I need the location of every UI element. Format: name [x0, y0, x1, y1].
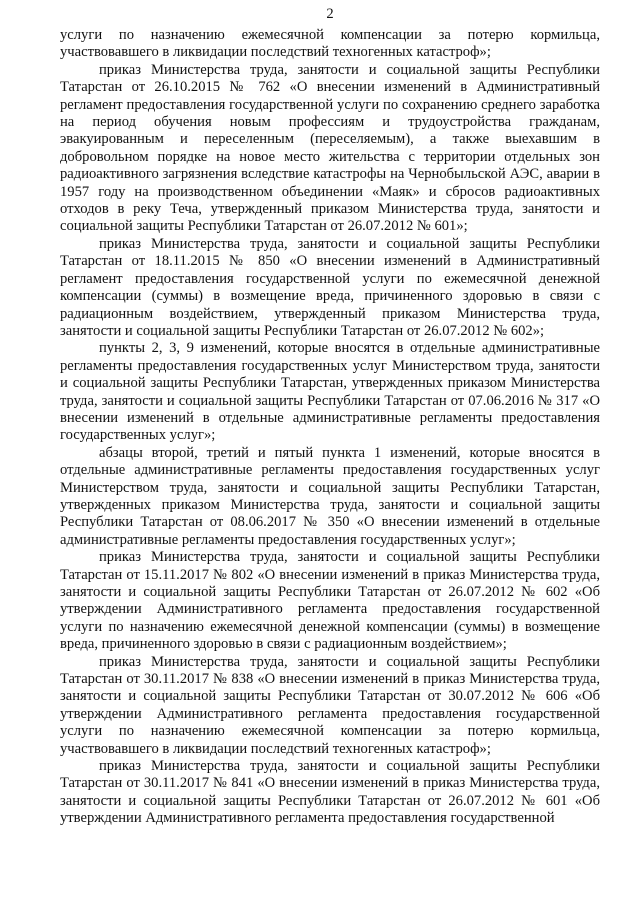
document-body — [60, 27, 600, 828]
paragraph: приказ Министерства труда, занятости и социальной защиты Республики Татарстан от 15.11.2017 № 802 «О внесении изменений в приказ Министерства труда, занятости и социальной защиты Республики Татарстан от 26.07.2012 № 602 «Об утверждении Административного регламента предоставления государственной услуги по назначению ежемесячной денежной компенсации (суммы) в возмещение вреда, причиненного здоровью в связи с радиационным воздействием»; — [60, 549, 600, 653]
paragraph: приказ Министерства труда, занятости и социальной защиты Республики Татарстан от 18.11.2015 № 850 «О внесении изменений в Административный регламент предоставления государственной услуги по ежемесячной денежной компенсации (суммы) в возмещение вреда, причиненного здоровью в связи с радиационным воздействием, утвержденный приказом Министерства труда, занятости и социальной защиты Республики Татарстан от 26.07.2012 № 602»; — [60, 235, 600, 339]
paragraph-continuation: услуги по назначению ежемесячной компенсации за потерю кормильца, участвовавшего в ликвидации последствий техногенных катастроф»; — [60, 27, 600, 61]
page-number: 2 — [326, 6, 334, 22]
paragraph: приказ Министерства труда, занятости и социальной защиты Республики Татарстан от 30.11.2017 № 841 «О внесении изменений в приказ Министерства труда, занятости и социальной защиты Республики Татарстан от 26.07.2012 № 601 «Об утверждении Административного регламента предоставления государственной — [60, 758, 600, 827]
paragraph: приказ Министерства труда, занятости и социальной защиты Республики Татарстан от 26.10.2015 № 762 «О внесении изменений в Административный регламент предоставления государственной услуги по сохранению среднего заработка на период обучения новым профессиям и трудоустройства гражданам, эвакуированным и переселенным (переселяемым), а также выехавшим в добровольном порядке на новое место жительства с территории отдельных зон радиоактивного загрязнения вследствие катастрофы на Чернобыльской АЭС, аварии в 1957 году на производственном объединении «Маяк» и сбросов радиоактивных отходов в реку Теча, утвержденный приказом Министерства труда, занятости и социальной защиты Республики Татарстан от 26.07.2012 № 601»; — [60, 61, 600, 235]
paragraph: абзацы второй, третий и пятый пункта 1 изменений, которые вносятся в отдельные административные регламенты предоставления государственных услуг Министерством труда, занятости и социальной защиты Республики Татарстан, утвержденных приказом Министерства труда, занятости и социальной защиты Республики Татарстан от 08.06.2017 № 350 «О внесении изменений в отдельные административные регламенты предоставления государственных услуг»; — [60, 444, 600, 548]
paragraph: приказ Министерства труда, занятости и социальной защиты Республики Татарстан от 30.11.2017 № 838 «О внесении изменений в приказ Министерства труда, занятости и социальной защиты Республики Татарстан от 30.07.2012 № 606 «Об утверждении Административного регламента предоставления государственной услуги по назначению ежемесячной компенсации за потерю кормильца, участвовавшего в ликвидации последствий техногенных катастроф»; — [60, 653, 600, 757]
document-page — [60, 6, 600, 828]
paragraph: пункты 2, 3, 9 изменений, которые вносятся в отдельные административные регламенты предоставления государственных услуг Министерством труда, занятости и социальной защиты Республики Татарстан, утвержденных приказом Министерства труда, занятости и социальной защиты Республики Татарстан от 07.06.2016 № 317 «О внесении изменений в отдельные административные регламенты предоставления государственных услуг»; — [60, 340, 600, 444]
